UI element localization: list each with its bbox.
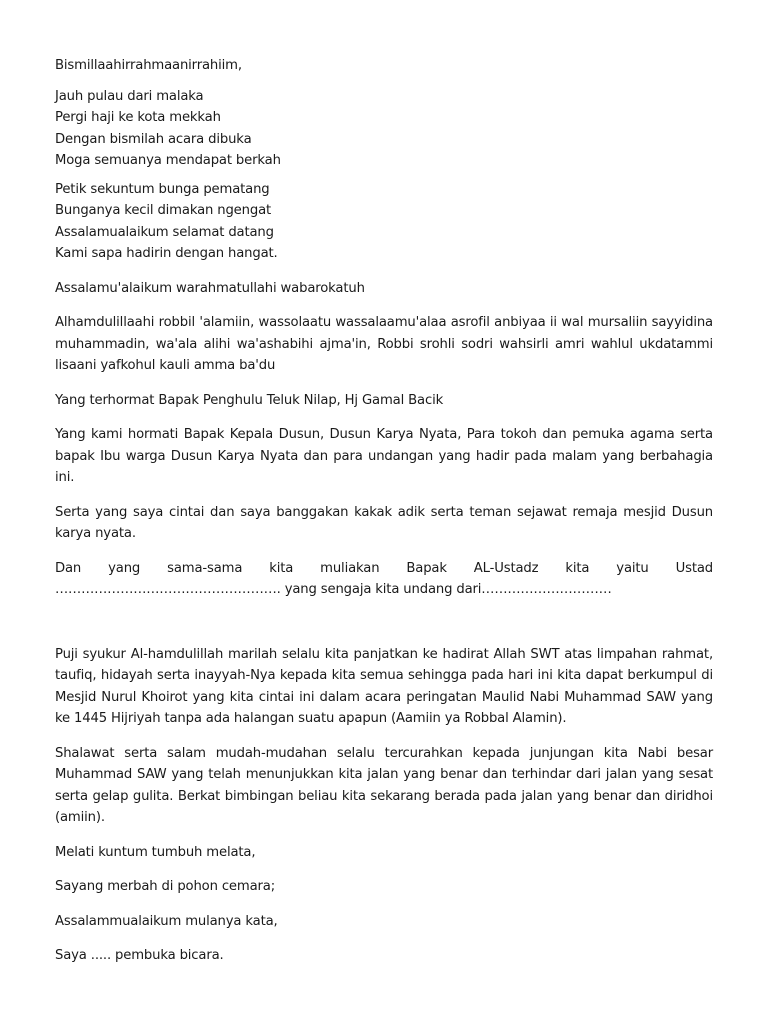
pantun-line: Kami sapa hadirin dengan hangat. — [55, 246, 278, 261]
shalawat-paragraph: Shalawat serta salam mudah-mudahan selalu tercurahkan kepada junjungan kita Nabi besar Muhammad SAW yang telah menunjukkan kita jalan yang benar dan terhindar dari jalan yang sesat serta gelap gulita. Berkat bimbingan beliau kita sekarang berada pada jalan yang benar dan diridhoi (amiin). — [55, 745, 713, 825]
pantun-line: Bunganya kecil dimakan ngengat — [55, 203, 272, 218]
pantun-line: Moga semuanya mendapat berkah — [55, 153, 281, 168]
hamdalah-paragraph: Alhamdulillaahi robbil 'alamiin, wassolaatu wassalaamu'alaa asrofil anbiyaa ii wal mursaliin sayyidina muhammadin, wa'ala alihi wa'ashabihi ajma'in, Robbi srohli sodri wahsirli amri wahlul ukdatammi lisaani yafkohul kauli amma ba'du — [55, 315, 713, 373]
pantun-line: Jauh pulau dari malaka — [55, 88, 204, 104]
greeting-kepala-dusun: Yang kami hormati Bapak Kepala Dusun, Dusun Karya Nyata, Para tokoh dan pemuka agama serta bapak Ibu warga Dusun Karya Nyata dan para undangan yang hadir pada malam yang berbahagia ini. — [55, 427, 713, 485]
salam-line: Assalamu'alaikum warahmatullahi wabarokatuh — [55, 280, 365, 296]
closing-pantun-line: Assalammualaikum mulanya kata, — [55, 913, 278, 929]
closing-pantun-line: Sayang merbah di pohon cemara; — [55, 879, 276, 894]
greeting-remaja-mesjid: Serta yang saya cintai dan saya banggakan kakak adik serta teman sejawat remaja mesjid Dusun karya nyata. — [55, 504, 713, 541]
pantun-line: Dengan bismilah acara dibuka — [55, 131, 252, 147]
greeting-ustadz: Dan yang sama-sama kita muliakan Bapak AL-Ustadz kita yaitu Ustad ……………………………………………. yang sengaja kita undang dari………………………… — [55, 560, 713, 597]
opening-pantun — [55, 86, 713, 172]
speech-document — [55, 55, 713, 980]
pantun-line: Pergi haji ke kota mekkah — [55, 110, 221, 125]
puji-syukur-paragraph: Puji syukur Al-hamdulillah marilah selalu kita panjatkan ke hadirat Allah SWT atas limpahan rahmat, taufiq, hidayah serta inayyah-Nya kepada kita semua sehingga pada hari ini kita dapat berkumpul di Mesjid Nurul Khoirot yang kita cintai ini dalam acara peringatan Maulid Nabi Muhammad SAW yang ke 1445 Hijriyah tanpa ada halangan suatu apapun (Aamiin ya Robbal Alamin). — [55, 646, 713, 726]
closing-pantun-line: Saya ..... pembuka bicara. — [55, 948, 224, 963]
closing-pantun-line: Melati kuntum tumbuh melata, — [55, 844, 256, 860]
pantun-line: Petik sekuntum bunga pematang — [55, 181, 270, 197]
pantun-line: Assalamualaikum selamat datang — [55, 224, 274, 240]
welcome-pantun — [55, 179, 713, 265]
greeting-penghulu: Yang terhormat Bapak Penghulu Teluk Nilap, Hj Gamal Bacik — [55, 392, 444, 408]
opening-line: Bismillaahirrahmaanirrahiim, — [55, 58, 242, 73]
section-spacer — [55, 614, 713, 644]
